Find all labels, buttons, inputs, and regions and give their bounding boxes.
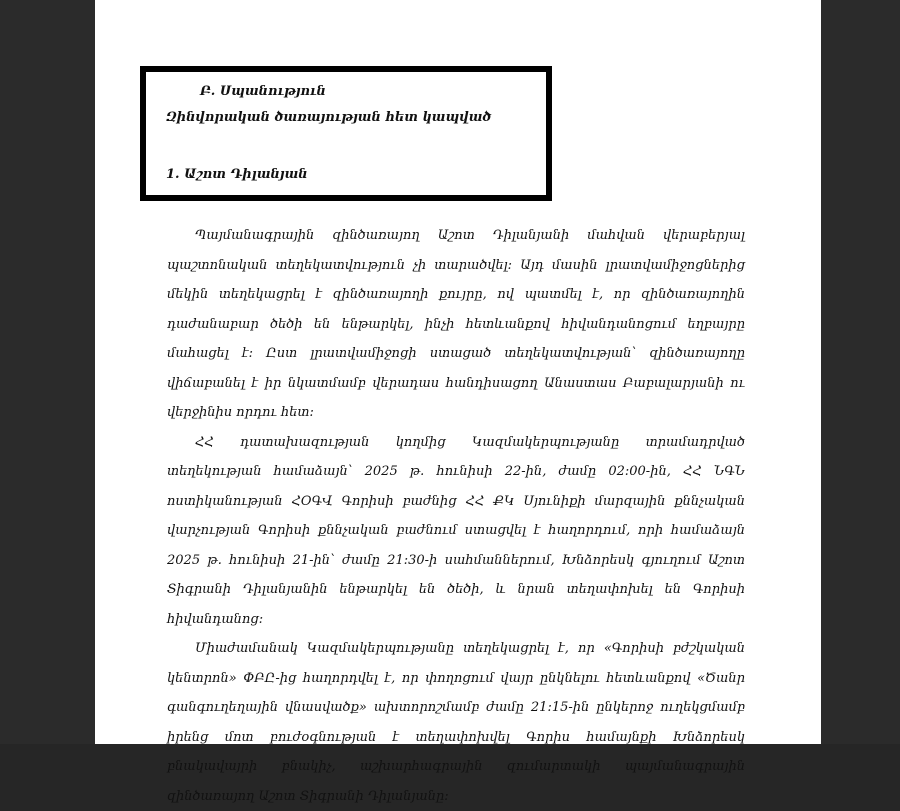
heading-box [140, 66, 552, 201]
section-subtitle: Զինվորական ծառայության հետ կապված [166, 110, 492, 125]
paragraph-1: Պայմանագրային զինծառայող Աշոտ Դիլանյանի մահվան վերաբերյալ պաշտոնական տեղեկատվություն չի տարածվել։ Այդ մասին լրատվամիջոցներից մեկին տեղեկացրել է զինծառայողի քույրը, ով պատմել է, որ զինծառայողին դաժանաբար ծեծի են ենթարկել, ինչի հետևանքով հիվանդանոցում եղբայրը մահացել է։ Ըստ լրատվամիջոցի ստացած տեղեկատվության՝ զինծառայողը վիճաբանել է իր նկատմամբ վերադաս հանդիսացող Անաստաս Բաբալարյանի ու վերջինիս որդու հետ։ [167, 228, 745, 420]
case-title: 1. Աշոտ Դիլանյան [166, 167, 308, 182]
document-page [95, 0, 821, 804]
paragraph-2: ՀՀ դատախազության կողմից Կազմակերպությանը տրամադրված տեղեկության համաձայն՝ 2025 թ. հունիսի 22-ին, ժամը 02:00-ին, ՀՀ ՆԳՆ ոստիկանության ՀՕԳՎ Գորիսի բաժնից ՀՀ ՔԿ Սյունիքի մարզային քննչական վարչության Գորիսի քննչական բաժնում ստացվել է հաղորդում, որի համաձայն 2025 թ. հունիսի 21-ին՝ ժամը 21:30-ի սահմաններում, Խնձորեսկ գյուղում Աշոտ Տիգրանի Դիլանյանին ենթարկել են ծեծի, և նրան տեղափոխել են Գորիսի հիվանդանոց։ [167, 434, 745, 627]
body-text [167, 221, 745, 811]
paragraph-3: Միաժամանակ Կազմակերպությանը տեղեկացրել է, որ «Գորիսի բժշկական կենտրոն» ՓԲԸ-ից հաղորդվել է, որ փողոցում վայր ընկնելու հետևանքով «Ծանր գանգուղեղային վնասվածք» ախտորոշմամբ ժամը 21:15-ին ընկերոջ ուղեկցմամբ իրենց մոտ բուժօգնության է տեղափոխվել Գորիս համայնքի Խնձորեսկ բնակավայրի բնակիչ, աշխարհագրային զումարտակի պայմանագրային զինծառայող Աշոտ Տիգրանի Դիլանյանը։ [167, 641, 745, 804]
section-heading: Բ. Սպանություն [200, 84, 326, 99]
